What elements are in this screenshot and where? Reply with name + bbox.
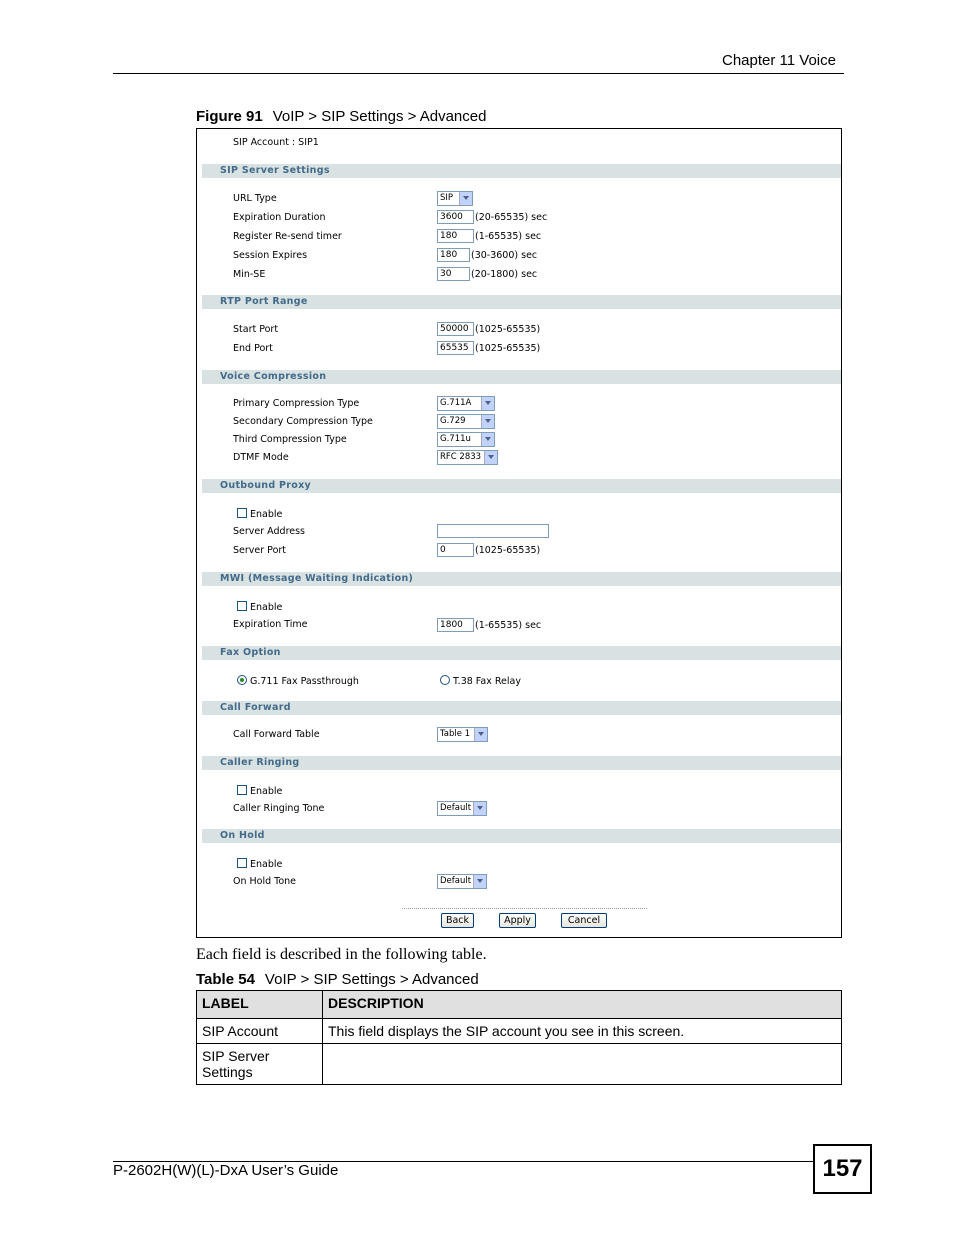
server-port-label: Server Port xyxy=(233,545,287,556)
on-hold-tone-select[interactable]: Default xyxy=(437,874,487,889)
caller-ringing-tone-select[interactable]: Default xyxy=(437,801,487,816)
section-caller-ringing: Caller Ringing xyxy=(202,756,841,770)
primary-compression-select[interactable]: G.711A xyxy=(437,396,495,411)
row-label: SIP Server Settings xyxy=(197,1044,323,1085)
cancel-button[interactable]: Cancel xyxy=(561,913,607,928)
caller-ringing-enable-checkbox[interactable] xyxy=(237,785,247,795)
section-voice-compression: Voice Compression xyxy=(202,370,841,384)
expiration-duration-label: Expiration Duration xyxy=(233,212,326,223)
on-hold-enable-checkbox[interactable] xyxy=(237,858,247,868)
server-port-input[interactable]: 0 xyxy=(437,543,474,557)
url-type-label: URL Type xyxy=(233,193,277,204)
row-description xyxy=(323,1044,842,1085)
body-text: Each field is described in the following table. xyxy=(196,946,487,963)
section-sip-server: SIP Server Settings xyxy=(202,164,841,178)
guide-title: P-2602H(W)(L)-DxA User’s Guide xyxy=(113,1162,339,1179)
table-title: VoIP > SIP Settings > Advanced xyxy=(264,971,479,988)
sip-account-label: SIP Account : SIP1 xyxy=(233,137,319,148)
row-description: This field displays the SIP account you see in this screen. xyxy=(323,1019,842,1044)
secondary-compression-label: Secondary Compression Type xyxy=(233,416,373,427)
figure-caption xyxy=(196,108,486,125)
register-resend-hint: (1-65535) sec xyxy=(475,231,542,242)
fax-g711-radio[interactable] xyxy=(237,675,247,685)
row-label: SIP Account xyxy=(197,1019,323,1044)
mwi-enable-checkbox[interactable] xyxy=(237,601,247,611)
chevron-down-icon xyxy=(481,397,494,410)
section-fax-option: Fax Option xyxy=(202,646,841,660)
mwi-expiration-hint: (1-65535) sec xyxy=(475,620,542,631)
register-resend-input[interactable]: 180 xyxy=(437,229,474,243)
server-address-label: Server Address xyxy=(233,526,306,537)
table-caption xyxy=(196,971,479,988)
call-forward-table-label: Call Forward Table xyxy=(233,729,320,740)
chevron-down-icon xyxy=(473,802,486,815)
fax-g711-label: G.711 Fax Passthrough xyxy=(250,676,359,687)
session-expires-hint: (30-3600) sec xyxy=(471,250,538,261)
back-button[interactable]: Back xyxy=(441,913,474,928)
dtmf-mode-label: DTMF Mode xyxy=(233,452,289,463)
expiration-duration-input[interactable]: 3600 xyxy=(437,210,474,224)
table-row xyxy=(197,1019,842,1044)
server-port-hint: (1025-65535) xyxy=(475,545,541,556)
mwi-enable-label: Enable xyxy=(250,602,283,613)
url-type-select[interactable]: SIP xyxy=(437,191,473,206)
expiration-duration-hint: (20-65535) sec xyxy=(475,212,548,223)
fax-t38-label: T.38 Fax Relay xyxy=(453,676,521,687)
end-port-label: End Port xyxy=(233,343,273,354)
dtmf-mode-select[interactable]: RFC 2833 xyxy=(437,450,498,465)
register-resend-label: Register Re-send timer xyxy=(233,231,342,242)
chevron-down-icon xyxy=(474,728,487,741)
table-header-row xyxy=(197,991,842,1019)
apply-button[interactable]: Apply xyxy=(499,913,536,928)
header-rule xyxy=(113,73,844,74)
secondary-compression-select[interactable]: G.729 xyxy=(437,414,495,429)
session-expires-input[interactable]: 180 xyxy=(437,248,470,262)
section-rtp-port-range: RTP Port Range xyxy=(202,295,841,309)
header-label: LABEL xyxy=(197,991,323,1019)
on-hold-tone-label: On Hold Tone xyxy=(233,876,297,887)
min-se-hint: (20-1800) sec xyxy=(471,269,538,280)
chevron-down-icon xyxy=(459,192,472,205)
caller-ringing-enable-label: Enable xyxy=(250,786,283,797)
section-on-hold: On Hold xyxy=(202,829,841,843)
third-compression-label: Third Compression Type xyxy=(233,434,347,445)
call-forward-table-select[interactable]: Table 1 xyxy=(437,727,488,742)
on-hold-enable-label: Enable xyxy=(250,859,283,870)
section-call-forward: Call Forward xyxy=(202,701,841,715)
figure-label: Figure 91 xyxy=(196,108,263,125)
primary-compression-label: Primary Compression Type xyxy=(233,398,360,409)
chevron-down-icon xyxy=(473,875,486,888)
caller-ringing-tone-label: Caller Ringing Tone xyxy=(233,803,325,814)
mwi-expiration-input[interactable]: 1800 xyxy=(437,618,474,632)
server-address-input[interactable] xyxy=(437,524,549,538)
field-description-table xyxy=(196,990,842,1085)
end-port-hint: (1025-65535) xyxy=(475,343,541,354)
chevron-down-icon xyxy=(481,415,494,428)
outbound-proxy-enable-label: Enable xyxy=(250,509,283,520)
third-compression-select[interactable]: G.711u xyxy=(437,432,495,447)
chevron-down-icon xyxy=(481,433,494,446)
start-port-hint: (1025-65535) xyxy=(475,324,541,335)
button-divider xyxy=(402,908,647,909)
outbound-proxy-enable-checkbox[interactable] xyxy=(237,508,247,518)
chapter-heading: Chapter 11 Voice xyxy=(722,52,836,69)
mwi-expiration-label: Expiration Time xyxy=(233,619,308,630)
table-label: Table 54 xyxy=(196,971,255,988)
min-se-label: Min-SE xyxy=(233,269,266,280)
figure-title: VoIP > SIP Settings > Advanced xyxy=(272,108,487,125)
chevron-down-icon xyxy=(484,451,497,464)
sip-advanced-screenshot xyxy=(196,128,842,938)
header-description: DESCRIPTION xyxy=(323,991,842,1019)
table-row xyxy=(197,1044,842,1085)
section-outbound-proxy: Outbound Proxy xyxy=(202,479,841,493)
start-port-input[interactable]: 50000 xyxy=(437,322,474,336)
min-se-input[interactable]: 30 xyxy=(437,267,470,281)
session-expires-label: Session Expires xyxy=(233,250,308,261)
fax-t38-radio[interactable] xyxy=(440,675,450,685)
start-port-label: Start Port xyxy=(233,324,279,335)
section-mwi: MWI (Message Waiting Indication) xyxy=(202,572,841,586)
page-number: 157 xyxy=(813,1144,872,1194)
end-port-input[interactable]: 65535 xyxy=(437,341,474,355)
